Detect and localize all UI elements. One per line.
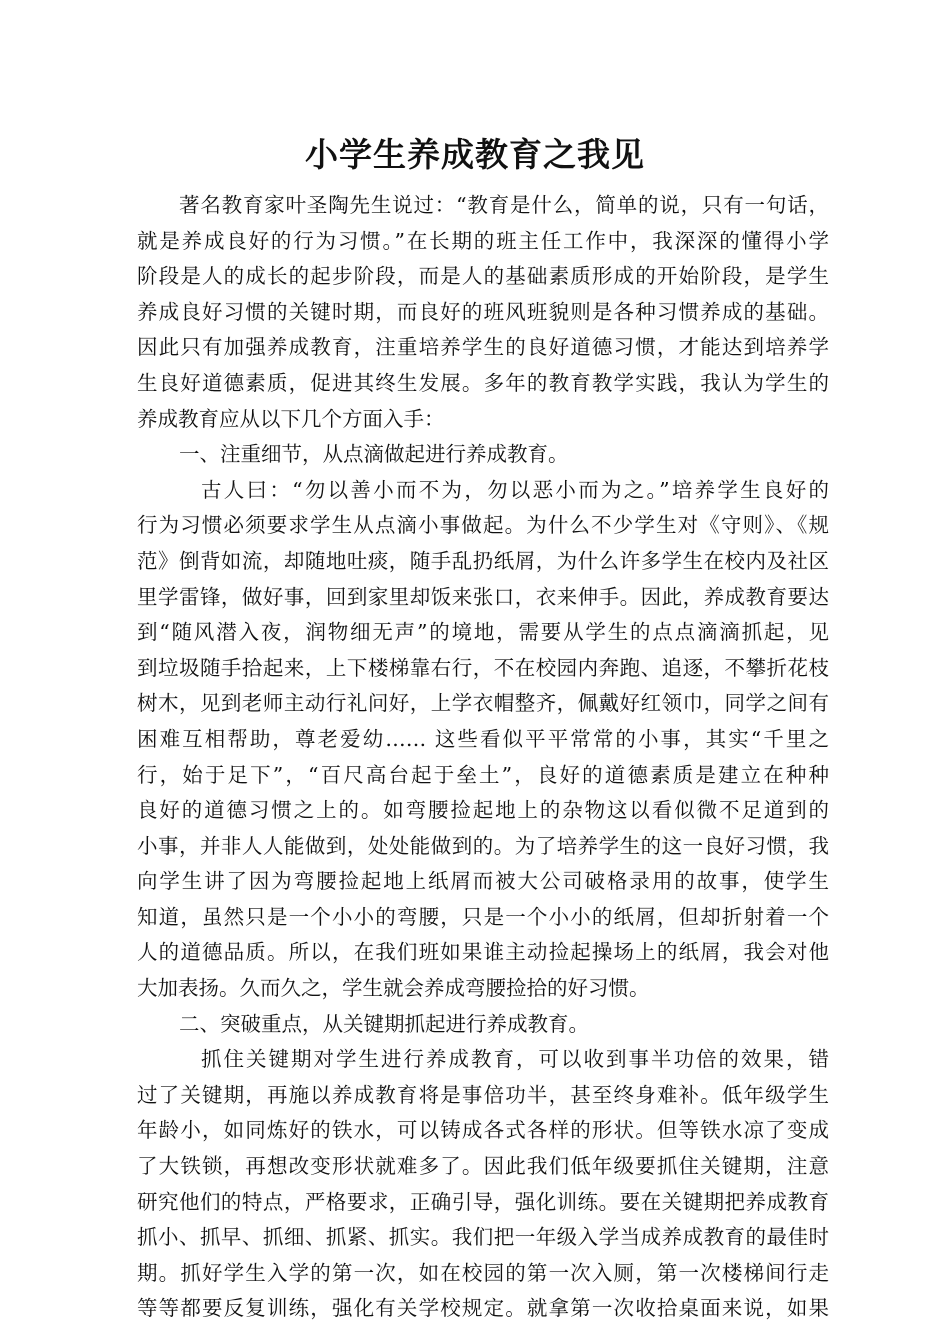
text-line: 因此只有加强养成教育，注重培养学生的良好道德习惯，才能达到培养学 <box>137 335 829 360</box>
text-line: 就是养成良好的行为习惯。”在长期的班主任工作中，我深深的懂得小学 <box>137 228 829 253</box>
text-line: 到“随风潜入夜，润物细无声”的境地，需要从学生的点点滴滴抓起，见 <box>137 620 829 645</box>
text-line: 抓住关键期对学生进行养成教育，可以收到事半功倍的效果，错 <box>201 1047 829 1072</box>
text-line: 等等都要反复训练，强化有关学校规定。就拿第一次收拾桌面来说，如果 <box>137 1296 829 1321</box>
text-line: 行，始于足下”，“百尺高台起于垒土”，良好的道德素质是建立在种种 <box>137 762 829 787</box>
document-title: 小学生养成教育之我见 <box>305 135 645 174</box>
text-line: 古人曰：“勿以善小而不为，勿以恶小而为之。”培养学生良好的 <box>201 477 829 502</box>
text-line: 小事，并非人人能做到，处处能做到的。为了培养学生的这一良好习惯，我 <box>137 833 829 858</box>
text-line: 知道，虽然只是一个小小的弯腰，只是一个小小的纸屑，但却折射着一个 <box>137 904 829 929</box>
text-line: 年龄小，如同炼好的铁水，可以铸成各式各样的形状。但等铁水凉了变成 <box>137 1118 829 1143</box>
text-line: 期。抓好学生入学的第一次，如在校园的第一次入厕，第一次楼梯间行走 <box>137 1260 829 1285</box>
text-line: 到垃圾随手拾起来，上下楼梯靠右行，不在校园内奔跑、追逐，不攀折花枝 <box>137 655 829 680</box>
text-line: 向学生讲了因为弯腰捡起地上纸屑而被大公司破格录用的故事，使学生 <box>137 869 829 894</box>
text-line: 良好的道德习惯之上的。如弯腰捡起地上的杂物这以看似微不足道到的 <box>137 798 829 823</box>
text-line: 人的道德品质。所以，在我们班如果谁主动捡起操场上的纸屑，我会对他 <box>137 940 829 965</box>
text-line: 里学雷锋，做好事，回到家里却饭来张口，衣来伸手。因此，养成教育要达 <box>137 584 829 609</box>
text-line: 树木，见到老师主动行礼问好，上学衣帽整齐，佩戴好红领巾，同学之间有 <box>137 691 829 716</box>
text-line: 养成良好习惯的关键时期，而良好的班风班貌则是各种习惯养成的基础。 <box>137 299 829 324</box>
text-line: 过了关键期，再施以养成教育将是事倍功半，甚至终身难补。低年级学生 <box>137 1082 829 1107</box>
text-line: 了大铁锁，再想改变形状就难多了。因此我们低年级要抓住关键期，注意 <box>137 1154 829 1179</box>
text-line: 阶段是人的成长的起步阶段，而是人的基础素质形成的开始阶段，是学生 <box>137 264 829 289</box>
text-line: 生良好道德素质，促进其终生发展。多年的教育教学实践，我认为学生的 <box>137 370 829 395</box>
text-line: 范》倒背如流，却随地吐痰，随手乱扔纸屑，为什么许多学生在校内及社区 <box>137 548 829 573</box>
text-line: 行为习惯必须要求学生从点滴小事做起。为什么不少学生对《守则》、《规 <box>137 513 829 538</box>
document-body <box>137 188 829 1327</box>
text-line: 研究他们的特点，严格要求，正确引导，强化训练。要在关键期把养成教育 <box>137 1189 829 1214</box>
text-line: 大加表扬。久而久之，学生就会养成弯腰捡拾的好习惯。 <box>137 976 650 1001</box>
text-line: 著名教育家叶圣陶先生说过：“教育是什么，简单的说，只有一句话， <box>179 193 829 217</box>
text-line: 困难互相帮助，尊老爱幼…… 这些看似平平常常的小事，其实“千里之 <box>137 726 829 751</box>
text-line: 一、注重细节，从点滴做起进行养成教育。 <box>179 442 569 467</box>
text-line: 抓小、抓早、抓细、抓紧、抓实。我们把一年级入学当成养成教育的最佳时 <box>137 1225 829 1250</box>
text-line: 二、突破重点，从关键期抓起进行养成教育。 <box>179 1011 589 1036</box>
text-line: 养成教育应从以下几个方面入手： <box>137 406 445 431</box>
